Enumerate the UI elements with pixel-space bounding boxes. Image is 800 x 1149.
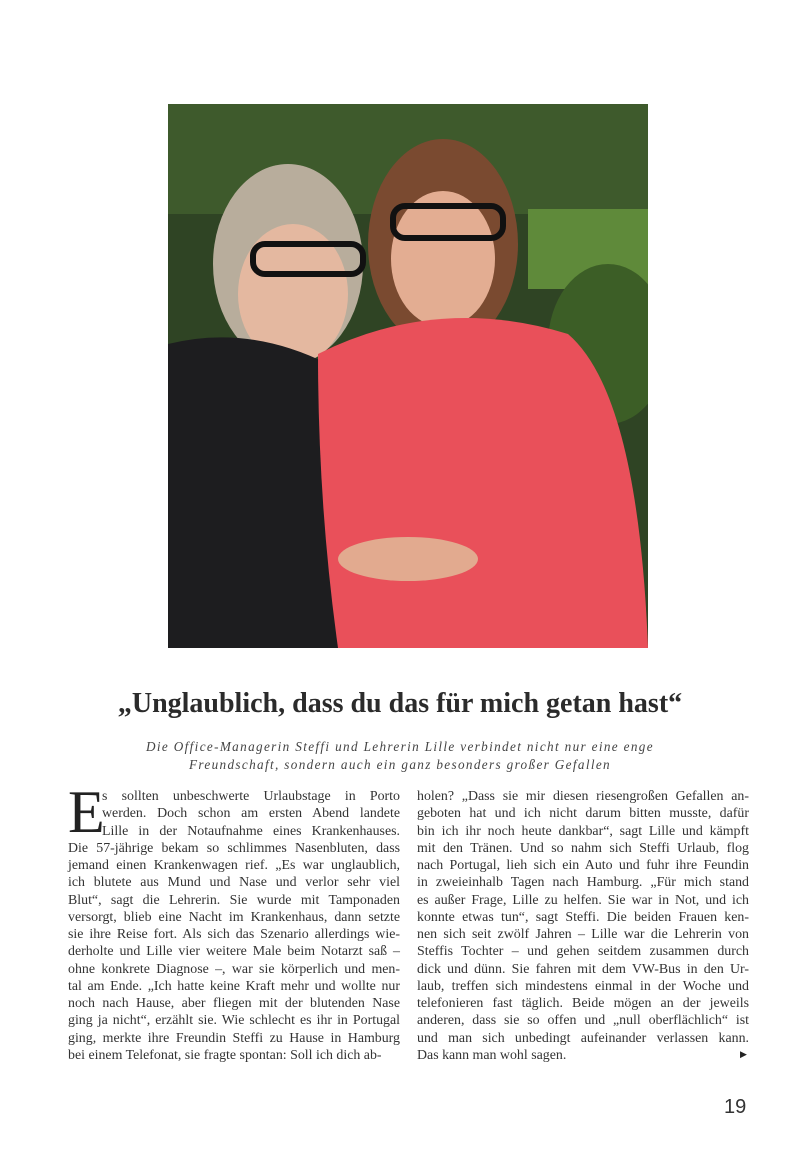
text-line: bin ich ihr noch heute dankbar“, sagt Lille und kämpft <box>417 823 749 839</box>
article-subtitle <box>0 738 800 774</box>
article-column-2 <box>417 788 749 1064</box>
text-line: und man sich unbedingt aufeinander verlassen kann. <box>417 1030 749 1046</box>
text-line: derholte und Lille vier weitere Male beim Notarzt saß – <box>68 944 400 960</box>
subtitle-line: Die Office-Managerin Steffi und Lehrerin Lille verbindet nicht nur eine enge <box>146 739 654 754</box>
text-line: geboten hat und ich nicht darum bitten musste, dafür <box>417 806 749 822</box>
text-line: s sollten unbeschwerte Urlaubstage in Porto <box>102 789 400 804</box>
text-line: holen? „Dass sie mir diesen riesengroßen Gefallen an- <box>417 789 749 804</box>
text-line: es außer Frage, Lille zu helfen. Sie war in Not, und ich <box>417 892 749 908</box>
text-line: telefonieren fast täglich. Beide mögen an der jeweils <box>417 996 749 1011</box>
subtitle-line: Freundschaft, sondern auch ein ganz besonders großer Gefallen <box>188 757 611 772</box>
text-line: nen sich seit zwölf Jahren – Lille war die Lehrerin von <box>417 927 749 942</box>
text-line: laub, treffen sich mindestens einmal in der Woche und <box>417 978 749 994</box>
text-line: Die 57-jährige bekam so schlimmes Nasenbluten, dass <box>68 840 400 856</box>
text-line: Lille in der Notaufnahme eines Krankenhauses. <box>102 823 400 839</box>
text-line: versorgt, blieb eine Nacht im Krankenhaus, dann setzte <box>68 909 400 925</box>
text-line: jemand einen Krankenwagen rief. „Es war unglaublich, <box>68 858 400 873</box>
text-line: nach Portugal, lieh sich ein Auto und fuhr ihre Feundin <box>417 858 749 873</box>
text-line: sie ihre Reise fort. Als sich das Szenario allerdings wie- <box>68 927 400 942</box>
text-line: ging ja nicht“, erzählt sie. Wie schlecht es ihr in Portugal <box>68 1013 400 1029</box>
article-photo <box>168 104 648 648</box>
text-line: konnte etwas tun“, sagt Steffi. Die beiden Frauen ken- <box>417 909 749 925</box>
text-line: ohne konkrete Diagnose –, war sie körperlich und men- <box>68 961 400 977</box>
text-line: mit den Tränen. Und so nahm sich Steffi Urlaub, flog <box>417 840 749 856</box>
drop-cap: E <box>68 779 105 845</box>
text-line: tal am Ende. „Ich hatte keine Kraft mehr und wollte nur <box>68 978 400 994</box>
text-line: ging, merkte ihre Freundin Steffi zu Hause in Hamburg <box>68 1030 400 1046</box>
text-line: dick und dünn. Sie fahren mit dem VW-Bus in den Ur- <box>417 961 749 977</box>
text-line: anderen, dass sie so offen und „null oberflächlich“ ist <box>417 1013 749 1029</box>
text-line: Das kann man wohl sagen. <box>417 1047 567 1063</box>
article-title: „Unglaublich, dass du das für mich getan hast“ <box>117 688 683 719</box>
page-number: 19 <box>724 1096 747 1118</box>
text-line: in zweieinhalb Tagen nach Hamburg. „Für mich stand <box>417 875 749 891</box>
triangle-right-icon: ▶ <box>740 1050 747 1060</box>
text-line: ich blutete aus Mund und Nase und verlor sehr viel <box>68 875 400 891</box>
text-line: werden. Doch schon am ersten Abend landete <box>102 806 400 822</box>
text-line: Steffis Tochter – und gehen seitdem zusammen durch <box>417 944 749 960</box>
text-line: noch nach Hause, aber fliegen mit der blutenden Nase <box>68 996 400 1011</box>
text-line: bei einem Telefonat, sie fragte spontan: Soll ich dich ab- <box>68 1047 382 1063</box>
article-column-1 <box>68 779 400 1064</box>
text-line: Blut“, sagt die Lehrerin. Sie wurde mit Tamponaden <box>68 892 400 908</box>
